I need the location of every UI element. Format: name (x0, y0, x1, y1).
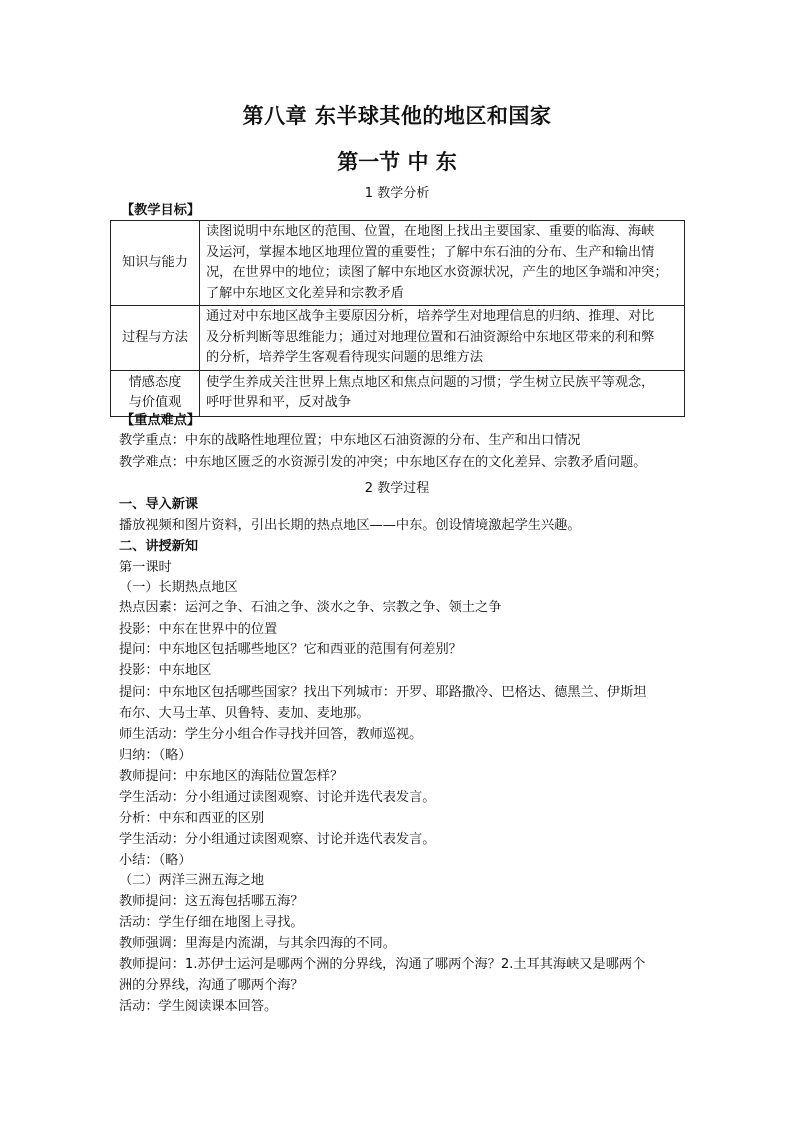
objectives-table (110, 220, 685, 417)
table-row (111, 221, 685, 306)
objectives-heading: 【教学目标】 (121, 203, 201, 218)
process-line: 教师提问：1.苏伊士运河是哪两个洲的分界线，沟通了哪两个海？2.土耳其海峡又是哪两个 (119, 957, 646, 972)
table-row (111, 370, 685, 416)
process-line: 播放视频和图片资料，引出长期的热点地区——中东。创设情境激起学生兴趣。 (119, 518, 581, 533)
teaching-difficulty: 教学难点：中东地区匮乏的水资源引发的冲突；中东地区存在的文化差异、宗教矛盾问题。 (119, 455, 647, 470)
process-line: 投影：中东在世界中的位置 (119, 622, 278, 637)
row-label: 过程与方法 (111, 306, 200, 371)
process-line: 教师提问：这五海包括哪五海？ (119, 894, 304, 909)
process-line: 投影：中东地区 (119, 663, 212, 678)
process-line: 归纳：（略） (119, 748, 192, 763)
part2-heading: 2 教学过程 (364, 481, 430, 496)
part1-heading: 1 教学分析 (364, 186, 430, 201)
process-line: 活动：学生仔细在地图上寻找。 (119, 915, 304, 930)
row-label: 情感态度 与价值观 (111, 370, 200, 416)
row-label: 知识与能力 (111, 221, 200, 306)
process-line: 学生活动：分小组通过读图观察、讨论并选代表发言。 (119, 832, 436, 847)
process-line: 教师强调：里海是内流湖，与其余四海的不同。 (119, 936, 396, 951)
row-content: 使学生养成关注世界上焦点地区和焦点问题的习惯；学生树立民族平等观念， 呼吁世界和平，反对战争 (200, 370, 685, 416)
table-row (111, 306, 685, 371)
process-line: （二）两洋三洲五海之地 (119, 873, 265, 888)
key-points-heading: 【重点难点】 (121, 413, 201, 428)
row-content: 读图说明中东地区的范围、位置，在地图上找出主要国家、重要的临海、海峡 及运河，掌握本地区地理位置的重要性；了解中东石油的分布、生产和输出情 况，在世界中的地位；读图了解中东地区水资源状况，产生的地区争端和冲突； 了解中东地区文化差异和宗教矛盾 (200, 221, 685, 306)
process-line: 提问：中东地区包括哪些地区？它和西亚的范围有何差别？ (119, 642, 462, 657)
process-line: 教师提问：中东地区的海陆位置怎样？ (119, 769, 344, 784)
process-line: 学生活动：分小组通过读图观察、讨论并选代表发言。 (119, 790, 436, 805)
process-line: 提问：中东地区包括哪些国家？找出下列城市：开罗、耶路撒冷、巴格达、德黑兰、伊斯坦 (119, 685, 647, 700)
process-line: 小结：（略） (119, 853, 192, 868)
teaching-focus: 教学重点：中东的战略性地理位置；中东地区石油资源的分布、生产和出口情况 (119, 433, 581, 448)
process-line: 活动：学生阅读课本回答。 (119, 999, 278, 1014)
chapter-title: 第八章 东半球其他的地区和国家 (242, 103, 552, 128)
process-line: 第一课时 (119, 560, 172, 575)
process-line: 分析：中东和西亚的区别 (119, 811, 265, 826)
process-line: 洲的分界线，沟通了哪两个海？ (119, 978, 304, 993)
section-title: 第一节 中 东 (337, 149, 457, 174)
process-line: （一）长期热点地区 (119, 580, 238, 595)
process-subheading: 二、讲授新知 (119, 539, 199, 554)
process-line: 热点因素：运河之争、石油之争、淡水之争、宗教之争、领土之争 (119, 600, 502, 615)
process-subheading: 一、导入新课 (119, 497, 199, 512)
row-content: 通过对中东地区战争主要原因分析，培养学生对地理信息的归纳、推理、对比 及分析判断等思维能力；通过对地理位置和石油资源给中东地区带来的利和弊 的分析，培养学生客观看待现实问题的思维方法 (200, 306, 685, 371)
process-line: 师生活动：学生分小组合作寻找并回答，教师巡视。 (119, 727, 423, 742)
process-line: 布尔、大马士革、贝鲁特、麦加、麦地那。 (119, 706, 370, 721)
